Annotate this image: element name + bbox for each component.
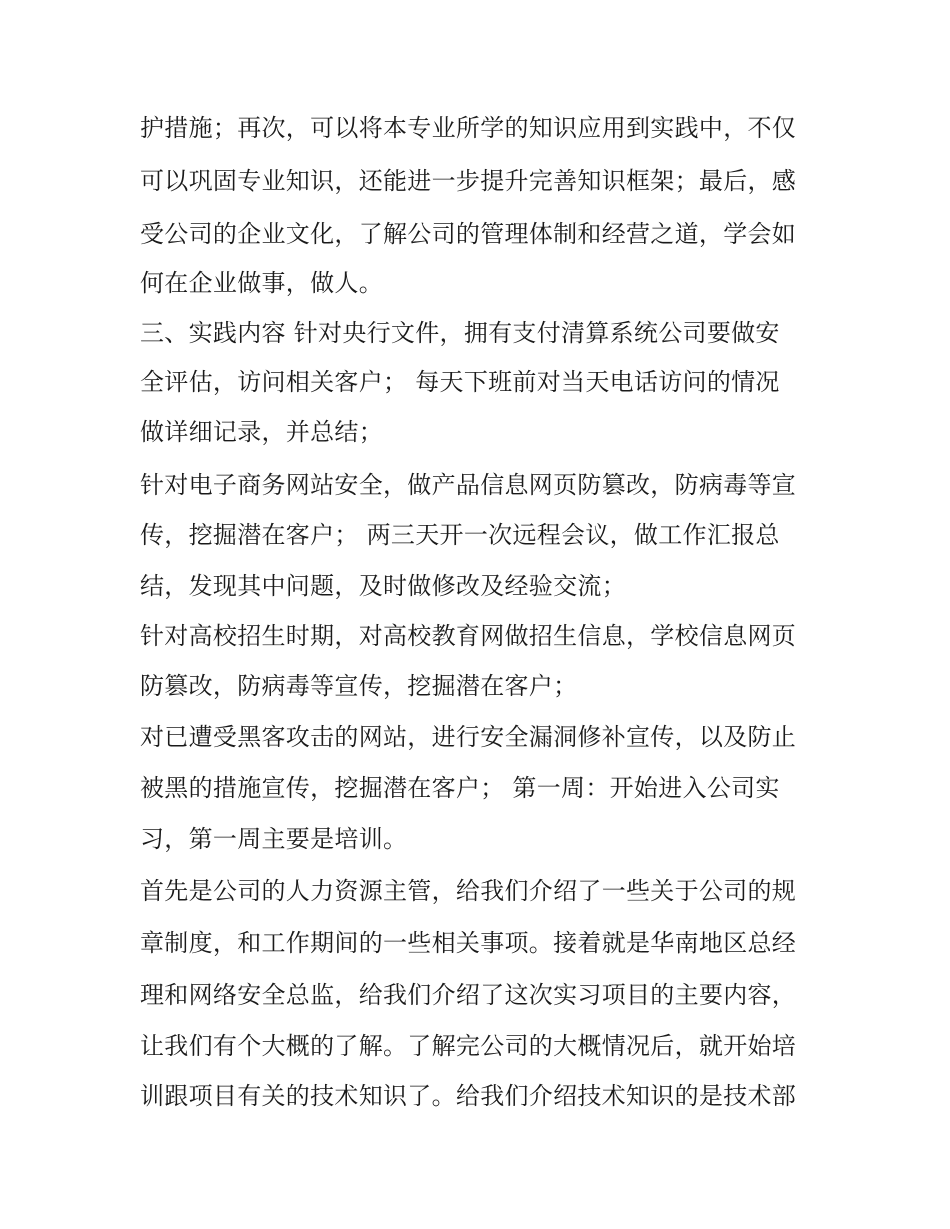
text-line: 针对高校招生时期，对高校教育网做招生信息，学校信息网页 bbox=[140, 622, 797, 650]
text-line: 训跟项目有关的技术知识了。给我们介绍技术知识的是技术部 bbox=[140, 1082, 797, 1110]
text-line: 防篡改，防病毒等宣传，挖掘潜在客户； bbox=[140, 672, 578, 700]
text-line: 章制度，和工作期间的一些相关事项。接着就是华南地区总经 bbox=[140, 929, 797, 957]
text-line: 习，第一周主要是培训。 bbox=[140, 825, 408, 853]
text-line: 可以巩固专业知识，还能进一步提升完善知识框架；最后，感 bbox=[140, 167, 797, 195]
text-line: 对已遭受黑客攻击的网站，进行安全漏洞修补宣传，以及防止 bbox=[140, 723, 797, 751]
text-line: 何在企业做事，做人。 bbox=[140, 269, 383, 297]
text-line: 结，发现其中问题，及时做修改及经验交流； bbox=[140, 572, 626, 600]
text-line: 被黑的措施宣传，挖掘潜在客户； 第一周：开始进入公司实 bbox=[140, 774, 780, 802]
text-line: 传，挖掘潜在客户； 两三天开一次远程会议，做工作汇报总 bbox=[140, 521, 780, 549]
text-line: 三、实践内容 针对央行文件，拥有支付清算系统公司要做安 bbox=[140, 319, 780, 347]
text-line: 首先是公司的人力资源主管，给我们介绍了一些关于公司的规 bbox=[140, 877, 797, 905]
text-line: 全评估，访问相关客户； 每天下班前对当天电话访问的情况 bbox=[140, 368, 780, 396]
text-line: 让我们有个大概的了解。了解完公司的大概情况后，就开始培 bbox=[140, 1032, 797, 1060]
text-line: 针对电子商务网站安全，做产品信息网页防篡改，防病毒等宣 bbox=[140, 471, 797, 499]
text-line: 受公司的企业文化，了解公司的管理体制和经营之道，学会如 bbox=[140, 220, 797, 248]
text-line: 做详细记录，并总结； bbox=[140, 418, 383, 446]
text-line: 理和网络安全总监，给我们介绍了这次实习项目的主要内容， bbox=[140, 981, 797, 1009]
text-line: 护措施；再次，可以将本专业所学的知识应用到实践中，不仅 bbox=[140, 114, 797, 142]
